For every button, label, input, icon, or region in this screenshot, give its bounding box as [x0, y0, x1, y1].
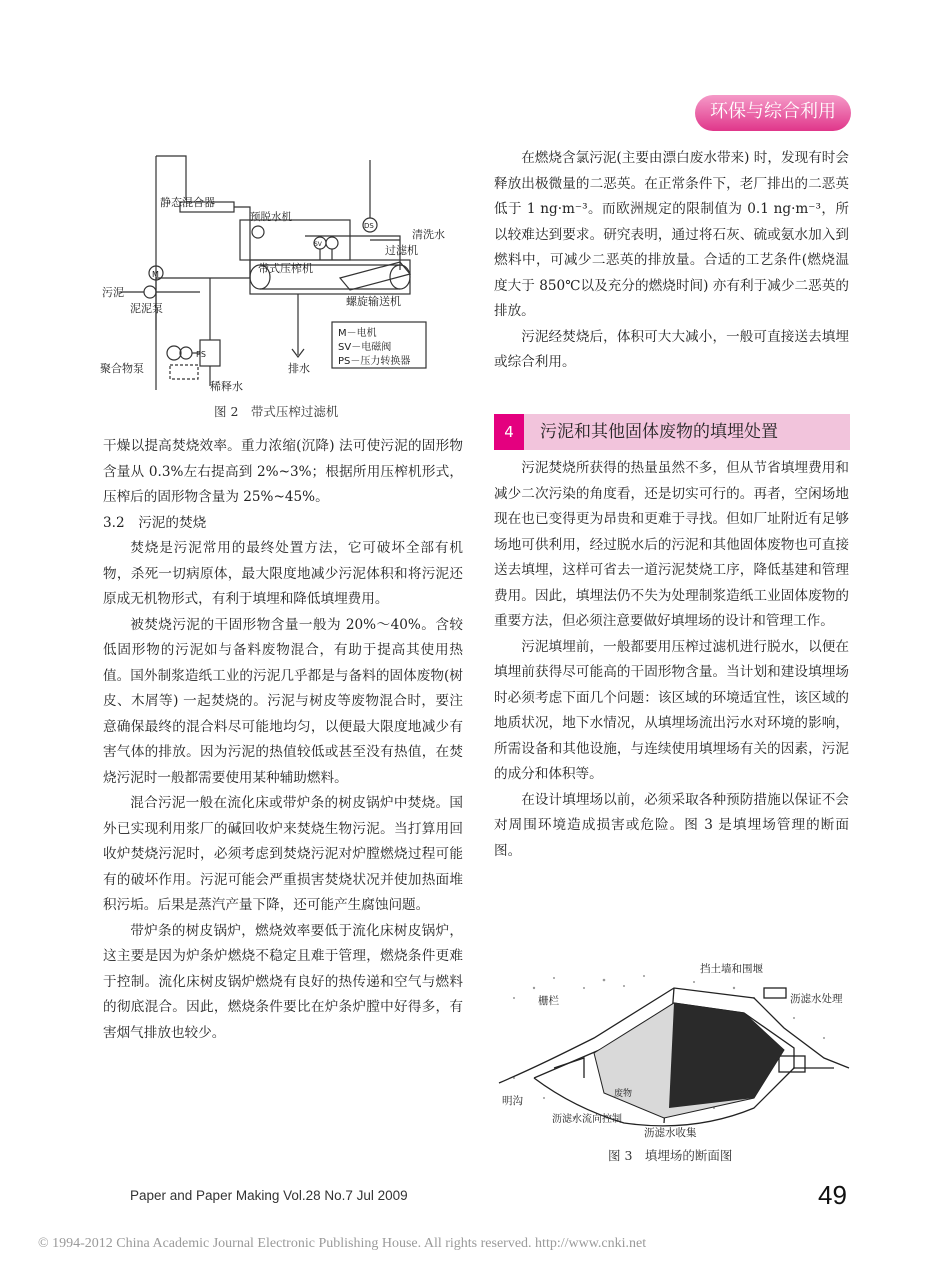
paragraph: 污泥填埋前，一般都要用压榨过滤机进行脱水，以便在填埋前获得尽可能高的干固形物含量。当计划和建设填埋场时必须考虑下面几个问题：该区域的环境适宜性，该区域的地质状况，地下水情况，从填埋场流出污水对环境的影响，所需设备和其他设施，与连续使用填埋场有关的因素，污泥的成分和体积等。	[494, 638, 849, 782]
fig2-label-predewater: 预脱水机	[250, 211, 292, 223]
figure2-caption: 图 2 带式压榨过滤机	[214, 404, 339, 419]
fig2-label-polymer-pump: 聚合物泵	[100, 362, 144, 375]
subsection-heading: 3.2 污泥的焚烧	[103, 514, 207, 531]
fig2-label-sludge: 污泥	[102, 286, 124, 299]
page-number: 49	[818, 1180, 847, 1210]
fig2-label-drain: 排水	[288, 362, 310, 375]
copyright-notice: © 1994-2012 China Academic Journal Electronic Publishing House. All rights reserved. http://www.cnki.net	[38, 1236, 647, 1251]
left-column	[103, 434, 463, 1046]
fig3-label-ditch: 明沟	[502, 1095, 523, 1107]
fig3-label-fence: 栅栏	[538, 995, 559, 1007]
fig2-valve-symbol: SV	[314, 241, 322, 248]
journal-info: Paper and Paper Making Vol.28 No.7 Jul 2009	[130, 1188, 408, 1203]
paragraph: 带炉条的树皮锅炉，燃烧效率要低于流化床树皮锅炉，这主要是因为炉条炉燃烧不稳定且难于管理，燃烧条件更难于控制。流化床树皮锅炉燃烧有良好的热传递和空气与燃料的彻底混合。因此，燃烧条件要比在炉条炉膛中好得多，有害烟气排放也较少。	[103, 922, 463, 1041]
figure3-diagram	[494, 958, 850, 1140]
fig3-label-leachate-collection: 沥滤水收集	[644, 1127, 697, 1139]
fig3-label-retaining-wall: 挡土墙和围堰	[700, 963, 763, 975]
paragraph: 在设计填埋场以前，必须采取各种预防措施以保证不会对周围环境造成损害或危险。图 3 是填埋场管理的断面图。	[494, 791, 849, 859]
fig2-label-wash-water: 清洗水	[412, 228, 445, 241]
fig2-label-dilution-water: 稀释水	[210, 380, 243, 393]
section-number: 4	[494, 414, 524, 450]
section-badge: 环保与综合利用	[710, 101, 836, 122]
fig2-motor-symbol: M	[152, 270, 159, 279]
fig2-legend-sv: SV－电磁阀	[338, 342, 392, 353]
paragraph: 被焚烧污泥的干固形物含量一般为 20%～40%。含较低固形物的污泥如与备料废物混合，有助于提高其使用热值。国外制浆造纸工业的污泥几乎都是与备料的固体废物(树皮、木屑等) 一起焚烧的。污泥与树皮等废物混合时，要注意确保最终的混合料尽可能地均匀，以便最大限度地减少有害气体的排放。因为污泥的热值较低或甚至没有热值，在焚烧污泥时一般都需要使用某种辅助燃料。	[103, 616, 463, 786]
paragraph: 焚烧是污泥常用的最终处置方法，它可破坏全部有机物，杀死一切病原体，最大限度地减少污泥体积和将污泥还原成无机物形式，有利于填埋和降低填埋费用。	[103, 540, 463, 607]
fig2-label-static-mixer: 静态混合器	[160, 196, 215, 209]
fig2-label-screw-conveyor: 螺旋输送机	[346, 295, 401, 308]
paragraph: 污泥经焚烧后，体积可大大减小，一般可直接送去填埋或综合利用。	[494, 328, 849, 370]
right-column-bottom	[494, 456, 849, 864]
fig3-label-leachate-flow-control: 沥滤水流向控制	[552, 1114, 622, 1125]
figure2-diagram	[100, 150, 455, 398]
fig2-ds-symbol: DS	[364, 222, 374, 230]
fig3-label-waste: 废物	[614, 1089, 633, 1099]
paragraph: 污泥焚烧所获得的热量虽然不多，但从节省填埋费用和减少二次污染的角度看，还是切实可行的。再者，空闲场地现在也已变得更为昂贵和更难于寻找。但如厂址附近有足够场地可供利用，经过脱水后的污泥和其他固体废物也可直接送去填埋，这样可省去一道污泥焚烧工序，降低基建和管理费用。因此，填埋法仍不失为处理制浆造纸工业固体废物的重要方法，但必须注意要做好填埋场的设计和管理工作。	[494, 460, 849, 629]
fig2-pressure-symbol: PS	[196, 350, 206, 359]
fig2-legend-ps: PS－压力转换器	[338, 356, 411, 367]
fig2-label-sludge-pump: 泥泥泵	[130, 302, 163, 315]
section-title: 污泥和其他固体废物的填埋处置	[540, 422, 778, 442]
figure3-caption: 图 3 填埋场的断面图	[608, 1148, 733, 1163]
fig2-label-press-filter: 带式压榨机	[258, 262, 313, 275]
fig2-label-filter: 过滤机	[385, 244, 418, 257]
right-column-top	[494, 146, 849, 376]
paragraph: 混合污泥一般在流化床或带炉条的树皮锅炉中焚烧。国外已实现利用浆厂的碱回收炉来焚烧生物污泥。当打算用回收炉焚烧污泥时，必须考虑到焚烧污泥对炉膛燃烧过程可能有的破坏作用。污泥可能会严重损害焚烧状况并使加热面堆积污垢。后果是蒸汽产量下降，还可能产生腐蚀问题。	[103, 795, 463, 913]
fig2-legend-m: M－电机	[338, 328, 377, 339]
paragraph: 在燃烧含氯污泥(主要由漂白废水带来) 时，发现有时会释放出极微量的二恶英。在正常条件下，老厂排出的二恶英低于 1 ng·m⁻³。而欧洲规定的限制值为 0.1 ng·m⁻³，所以较难达到要求。研究表明，通过将石灰、硫或氨水加入到燃料中，可减少二恶英的排放量。合适的工艺条件(燃烧温度大于 850℃以及充分的燃烧时间) 亦有利于减少二恶英的排放。	[494, 150, 849, 319]
fig3-label-leachate-treatment: 沥滤水处理	[790, 993, 843, 1005]
paragraph: 干燥以提高焚烧效率。重力浓缩(沉降) 法可使污泥的固形物含量从 0.3%左右提高到 2%~3%；根据所用压榨机形式，压榨后的固形物含量为 25%~45%。	[103, 438, 463, 505]
